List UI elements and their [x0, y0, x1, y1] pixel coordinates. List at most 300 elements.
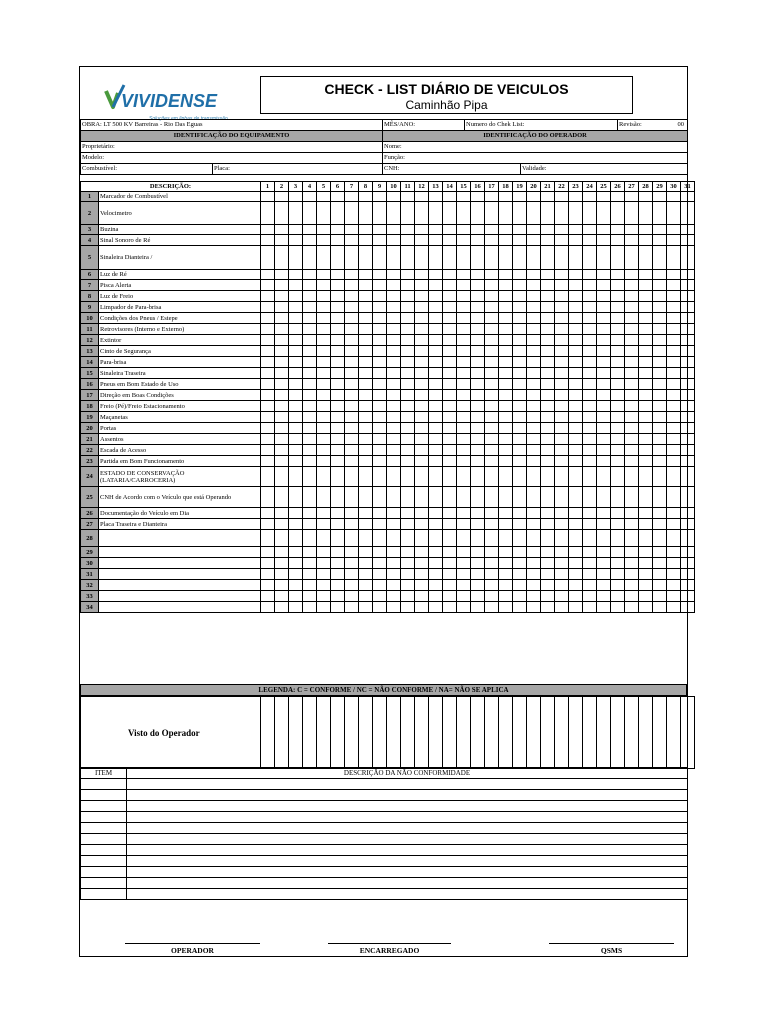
day-check-cell[interactable]: [667, 467, 681, 487]
day-check-cell[interactable]: [429, 401, 443, 412]
day-check-cell[interactable]: [667, 379, 681, 390]
day-check-cell[interactable]: [485, 530, 499, 547]
day-check-cell[interactable]: [429, 302, 443, 313]
day-check-cell[interactable]: [303, 202, 317, 225]
day-check-cell[interactable]: [345, 508, 359, 519]
day-check-cell[interactable]: [303, 602, 317, 613]
day-check-cell[interactable]: [555, 412, 569, 423]
modelo-field[interactable]: Modelo:: [81, 153, 383, 164]
day-check-cell[interactable]: [499, 456, 513, 467]
day-check-cell[interactable]: [555, 202, 569, 225]
day-check-cell[interactable]: [415, 346, 429, 357]
day-check-cell[interactable]: [569, 591, 583, 602]
day-check-cell[interactable]: [275, 302, 289, 313]
day-check-cell[interactable]: [303, 487, 317, 508]
day-check-cell[interactable]: [373, 467, 387, 487]
day-check-cell[interactable]: [681, 467, 695, 487]
day-check-cell[interactable]: [611, 434, 625, 445]
day-check-cell[interactable]: [639, 412, 653, 423]
day-check-cell[interactable]: [471, 487, 485, 508]
day-check-cell[interactable]: [359, 456, 373, 467]
day-check-cell[interactable]: [359, 508, 373, 519]
day-check-cell[interactable]: [345, 423, 359, 434]
day-check-cell[interactable]: [359, 379, 373, 390]
day-check-cell[interactable]: [569, 313, 583, 324]
day-check-cell[interactable]: [639, 401, 653, 412]
day-check-cell[interactable]: [499, 235, 513, 246]
visto-signature-cell[interactable]: [569, 697, 583, 769]
day-check-cell[interactable]: [289, 508, 303, 519]
day-check-cell[interactable]: [401, 558, 415, 569]
day-check-cell[interactable]: [401, 508, 415, 519]
visto-signature-cell[interactable]: [415, 697, 429, 769]
day-check-cell[interactable]: [653, 324, 667, 335]
day-check-cell[interactable]: [401, 456, 415, 467]
day-check-cell[interactable]: [681, 508, 695, 519]
day-check-cell[interactable]: [457, 508, 471, 519]
visto-signature-cell[interactable]: [667, 697, 681, 769]
day-check-cell[interactable]: [317, 302, 331, 313]
day-check-cell[interactable]: [583, 379, 597, 390]
day-check-cell[interactable]: [289, 558, 303, 569]
day-check-cell[interactable]: [653, 379, 667, 390]
day-check-cell[interactable]: [555, 225, 569, 235]
day-check-cell[interactable]: [499, 547, 513, 558]
day-check-cell[interactable]: [415, 558, 429, 569]
day-check-cell[interactable]: [583, 202, 597, 225]
day-check-cell[interactable]: [541, 412, 555, 423]
day-check-cell[interactable]: [681, 558, 695, 569]
day-check-cell[interactable]: [415, 368, 429, 379]
day-check-cell[interactable]: [345, 246, 359, 270]
day-check-cell[interactable]: [429, 591, 443, 602]
day-check-cell[interactable]: [513, 313, 527, 324]
day-check-cell[interactable]: [387, 530, 401, 547]
day-check-cell[interactable]: [513, 591, 527, 602]
day-check-cell[interactable]: [345, 569, 359, 580]
day-check-cell[interactable]: [373, 313, 387, 324]
day-check-cell[interactable]: [513, 246, 527, 270]
day-check-cell[interactable]: [317, 225, 331, 235]
day-check-cell[interactable]: [373, 192, 387, 202]
day-check-cell[interactable]: [415, 487, 429, 508]
day-check-cell[interactable]: [331, 423, 345, 434]
day-check-cell[interactable]: [541, 530, 555, 547]
day-check-cell[interactable]: [499, 412, 513, 423]
day-check-cell[interactable]: [415, 280, 429, 291]
day-check-cell[interactable]: [513, 412, 527, 423]
day-check-cell[interactable]: [457, 313, 471, 324]
day-check-cell[interactable]: [345, 335, 359, 346]
day-check-cell[interactable]: [639, 487, 653, 508]
day-check-cell[interactable]: [569, 412, 583, 423]
day-check-cell[interactable]: [401, 291, 415, 302]
day-check-cell[interactable]: [345, 412, 359, 423]
day-check-cell[interactable]: [275, 412, 289, 423]
day-check-cell[interactable]: [261, 401, 275, 412]
day-check-cell[interactable]: [639, 335, 653, 346]
signature-line-encarregado[interactable]: [328, 943, 451, 944]
day-check-cell[interactable]: [499, 379, 513, 390]
day-check-cell[interactable]: [275, 202, 289, 225]
visto-signature-cell[interactable]: [653, 697, 667, 769]
day-check-cell[interactable]: [457, 519, 471, 530]
day-check-cell[interactable]: [667, 324, 681, 335]
day-check-cell[interactable]: [387, 202, 401, 225]
day-check-cell[interactable]: [667, 434, 681, 445]
day-check-cell[interactable]: [401, 202, 415, 225]
day-check-cell[interactable]: [443, 270, 457, 280]
day-check-cell[interactable]: [289, 580, 303, 591]
day-check-cell[interactable]: [289, 280, 303, 291]
day-check-cell[interactable]: [597, 357, 611, 368]
day-check-cell[interactable]: [373, 508, 387, 519]
day-check-cell[interactable]: [527, 569, 541, 580]
day-check-cell[interactable]: [331, 390, 345, 401]
day-check-cell[interactable]: [597, 379, 611, 390]
day-check-cell[interactable]: [359, 569, 373, 580]
day-check-cell[interactable]: [317, 235, 331, 246]
day-check-cell[interactable]: [541, 508, 555, 519]
day-check-cell[interactable]: [331, 270, 345, 280]
day-check-cell[interactable]: [345, 313, 359, 324]
day-check-cell[interactable]: [443, 467, 457, 487]
day-check-cell[interactable]: [555, 401, 569, 412]
day-check-cell[interactable]: [345, 456, 359, 467]
day-check-cell[interactable]: [569, 519, 583, 530]
day-check-cell[interactable]: [653, 445, 667, 456]
day-check-cell[interactable]: [415, 192, 429, 202]
day-check-cell[interactable]: [597, 192, 611, 202]
day-check-cell[interactable]: [583, 602, 597, 613]
day-check-cell[interactable]: [667, 412, 681, 423]
day-check-cell[interactable]: [499, 423, 513, 434]
day-check-cell[interactable]: [429, 445, 443, 456]
day-check-cell[interactable]: [303, 569, 317, 580]
day-check-cell[interactable]: [611, 519, 625, 530]
day-check-cell[interactable]: [569, 192, 583, 202]
day-check-cell[interactable]: [653, 487, 667, 508]
combustivel-field[interactable]: Combustível:: [81, 164, 213, 175]
day-check-cell[interactable]: [303, 423, 317, 434]
day-check-cell[interactable]: [555, 547, 569, 558]
day-check-cell[interactable]: [513, 434, 527, 445]
day-check-cell[interactable]: [471, 569, 485, 580]
day-check-cell[interactable]: [485, 412, 499, 423]
day-check-cell[interactable]: [443, 192, 457, 202]
day-check-cell[interactable]: [583, 235, 597, 246]
day-check-cell[interactable]: [667, 530, 681, 547]
day-check-cell[interactable]: [443, 390, 457, 401]
day-check-cell[interactable]: [331, 591, 345, 602]
day-check-cell[interactable]: [583, 357, 597, 368]
day-check-cell[interactable]: [555, 302, 569, 313]
day-check-cell[interactable]: [331, 508, 345, 519]
day-check-cell[interactable]: [359, 313, 373, 324]
day-check-cell[interactable]: [513, 508, 527, 519]
day-check-cell[interactable]: [275, 456, 289, 467]
day-check-cell[interactable]: [373, 270, 387, 280]
day-check-cell[interactable]: [653, 547, 667, 558]
day-check-cell[interactable]: [541, 357, 555, 368]
day-check-cell[interactable]: [401, 602, 415, 613]
day-check-cell[interactable]: [387, 423, 401, 434]
day-check-cell[interactable]: [513, 192, 527, 202]
day-check-cell[interactable]: [443, 423, 457, 434]
day-check-cell[interactable]: [457, 335, 471, 346]
day-check-cell[interactable]: [681, 235, 695, 246]
day-check-cell[interactable]: [275, 324, 289, 335]
day-check-cell[interactable]: [331, 225, 345, 235]
day-check-cell[interactable]: [275, 602, 289, 613]
day-check-cell[interactable]: [429, 335, 443, 346]
day-check-cell[interactable]: [429, 547, 443, 558]
day-check-cell[interactable]: [303, 302, 317, 313]
day-check-cell[interactable]: [625, 225, 639, 235]
mes-ano-field[interactable]: MÊS/ANO:: [383, 120, 465, 131]
day-check-cell[interactable]: [289, 291, 303, 302]
day-check-cell[interactable]: [429, 558, 443, 569]
day-check-cell[interactable]: [401, 519, 415, 530]
day-check-cell[interactable]: [317, 519, 331, 530]
day-check-cell[interactable]: [373, 530, 387, 547]
day-check-cell[interactable]: [331, 192, 345, 202]
day-check-cell[interactable]: [457, 246, 471, 270]
day-check-cell[interactable]: [359, 423, 373, 434]
day-check-cell[interactable]: [639, 547, 653, 558]
day-check-cell[interactable]: [373, 202, 387, 225]
day-check-cell[interactable]: [555, 313, 569, 324]
signature-line-operador[interactable]: [125, 943, 260, 944]
day-check-cell[interactable]: [373, 291, 387, 302]
day-check-cell[interactable]: [555, 445, 569, 456]
day-check-cell[interactable]: [359, 225, 373, 235]
day-check-cell[interactable]: [457, 368, 471, 379]
nc-item-cell[interactable]: [81, 878, 127, 889]
validade-field[interactable]: Validade:: [521, 164, 688, 175]
day-check-cell[interactable]: [345, 602, 359, 613]
day-check-cell[interactable]: [331, 379, 345, 390]
day-check-cell[interactable]: [303, 530, 317, 547]
day-check-cell[interactable]: [527, 225, 541, 235]
day-check-cell[interactable]: [569, 368, 583, 379]
day-check-cell[interactable]: [681, 519, 695, 530]
day-check-cell[interactable]: [611, 280, 625, 291]
day-check-cell[interactable]: [345, 280, 359, 291]
nc-description-cell[interactable]: [127, 856, 688, 867]
day-check-cell[interactable]: [499, 192, 513, 202]
day-check-cell[interactable]: [387, 246, 401, 270]
nc-description-cell[interactable]: [127, 790, 688, 801]
day-check-cell[interactable]: [261, 508, 275, 519]
day-check-cell[interactable]: [359, 291, 373, 302]
visto-signature-cell[interactable]: [541, 697, 555, 769]
day-check-cell[interactable]: [401, 192, 415, 202]
day-check-cell[interactable]: [681, 602, 695, 613]
day-check-cell[interactable]: [583, 591, 597, 602]
day-check-cell[interactable]: [303, 379, 317, 390]
day-check-cell[interactable]: [611, 192, 625, 202]
day-check-cell[interactable]: [527, 390, 541, 401]
day-check-cell[interactable]: [527, 519, 541, 530]
day-check-cell[interactable]: [429, 580, 443, 591]
day-check-cell[interactable]: [541, 558, 555, 569]
day-check-cell[interactable]: [387, 508, 401, 519]
nc-item-cell[interactable]: [81, 845, 127, 856]
day-check-cell[interactable]: [597, 519, 611, 530]
day-check-cell[interactable]: [443, 379, 457, 390]
day-check-cell[interactable]: [387, 368, 401, 379]
day-check-cell[interactable]: [527, 547, 541, 558]
day-check-cell[interactable]: [667, 602, 681, 613]
day-check-cell[interactable]: [359, 192, 373, 202]
day-check-cell[interactable]: [289, 302, 303, 313]
placa-field[interactable]: Placa:: [213, 164, 383, 175]
day-check-cell[interactable]: [303, 456, 317, 467]
day-check-cell[interactable]: [639, 202, 653, 225]
day-check-cell[interactable]: [373, 547, 387, 558]
day-check-cell[interactable]: [653, 467, 667, 487]
day-check-cell[interactable]: [653, 246, 667, 270]
day-check-cell[interactable]: [317, 390, 331, 401]
day-check-cell[interactable]: [653, 302, 667, 313]
numero-checklist-field[interactable]: Numero do Chek List:: [465, 120, 618, 131]
day-check-cell[interactable]: [681, 313, 695, 324]
day-check-cell[interactable]: [261, 192, 275, 202]
visto-signature-cell[interactable]: [597, 697, 611, 769]
day-check-cell[interactable]: [289, 445, 303, 456]
visto-signature-cell[interactable]: [359, 697, 373, 769]
day-check-cell[interactable]: [303, 412, 317, 423]
day-check-cell[interactable]: [639, 530, 653, 547]
day-check-cell[interactable]: [667, 558, 681, 569]
day-check-cell[interactable]: [261, 580, 275, 591]
day-check-cell[interactable]: [331, 456, 345, 467]
day-check-cell[interactable]: [499, 346, 513, 357]
day-check-cell[interactable]: [261, 302, 275, 313]
day-check-cell[interactable]: [275, 569, 289, 580]
day-check-cell[interactable]: [429, 246, 443, 270]
day-check-cell[interactable]: [611, 246, 625, 270]
day-check-cell[interactable]: [485, 246, 499, 270]
day-check-cell[interactable]: [457, 487, 471, 508]
day-check-cell[interactable]: [611, 357, 625, 368]
day-check-cell[interactable]: [597, 445, 611, 456]
day-check-cell[interactable]: [317, 335, 331, 346]
day-check-cell[interactable]: [345, 346, 359, 357]
day-check-cell[interactable]: [485, 487, 499, 508]
day-check-cell[interactable]: [303, 235, 317, 246]
day-check-cell[interactable]: [471, 602, 485, 613]
day-check-cell[interactable]: [555, 357, 569, 368]
day-check-cell[interactable]: [583, 467, 597, 487]
nc-item-cell[interactable]: [81, 856, 127, 867]
day-check-cell[interactable]: [373, 558, 387, 569]
day-check-cell[interactable]: [541, 445, 555, 456]
nc-description-cell[interactable]: [127, 867, 688, 878]
day-check-cell[interactable]: [485, 519, 499, 530]
day-check-cell[interactable]: [667, 508, 681, 519]
day-check-cell[interactable]: [443, 591, 457, 602]
day-check-cell[interactable]: [457, 412, 471, 423]
day-check-cell[interactable]: [569, 379, 583, 390]
day-check-cell[interactable]: [583, 519, 597, 530]
day-check-cell[interactable]: [317, 401, 331, 412]
day-check-cell[interactable]: [457, 202, 471, 225]
day-check-cell[interactable]: [331, 434, 345, 445]
day-check-cell[interactable]: [625, 390, 639, 401]
day-check-cell[interactable]: [429, 456, 443, 467]
day-check-cell[interactable]: [289, 235, 303, 246]
day-check-cell[interactable]: [611, 487, 625, 508]
day-check-cell[interactable]: [401, 530, 415, 547]
day-check-cell[interactable]: [499, 467, 513, 487]
visto-signature-cell[interactable]: [275, 697, 289, 769]
day-check-cell[interactable]: [625, 202, 639, 225]
day-check-cell[interactable]: [331, 335, 345, 346]
day-check-cell[interactable]: [345, 445, 359, 456]
day-check-cell[interactable]: [625, 335, 639, 346]
day-check-cell[interactable]: [443, 280, 457, 291]
day-check-cell[interactable]: [359, 302, 373, 313]
day-check-cell[interactable]: [359, 519, 373, 530]
day-check-cell[interactable]: [541, 591, 555, 602]
day-check-cell[interactable]: [275, 270, 289, 280]
day-check-cell[interactable]: [289, 390, 303, 401]
visto-signature-cell[interactable]: [611, 697, 625, 769]
day-check-cell[interactable]: [583, 412, 597, 423]
day-check-cell[interactable]: [415, 445, 429, 456]
day-check-cell[interactable]: [499, 508, 513, 519]
day-check-cell[interactable]: [639, 368, 653, 379]
day-check-cell[interactable]: [569, 390, 583, 401]
day-check-cell[interactable]: [373, 445, 387, 456]
day-check-cell[interactable]: [345, 270, 359, 280]
day-check-cell[interactable]: [681, 270, 695, 280]
day-check-cell[interactable]: [275, 192, 289, 202]
day-check-cell[interactable]: [429, 192, 443, 202]
day-check-cell[interactable]: [667, 235, 681, 246]
day-check-cell[interactable]: [471, 202, 485, 225]
day-check-cell[interactable]: [387, 357, 401, 368]
day-check-cell[interactable]: [513, 235, 527, 246]
day-check-cell[interactable]: [261, 235, 275, 246]
visto-signature-cell[interactable]: [555, 697, 569, 769]
day-check-cell[interactable]: [415, 379, 429, 390]
day-check-cell[interactable]: [639, 225, 653, 235]
day-check-cell[interactable]: [541, 456, 555, 467]
day-check-cell[interactable]: [569, 467, 583, 487]
day-check-cell[interactable]: [625, 434, 639, 445]
day-check-cell[interactable]: [597, 291, 611, 302]
day-check-cell[interactable]: [583, 270, 597, 280]
day-check-cell[interactable]: [597, 401, 611, 412]
day-check-cell[interactable]: [275, 467, 289, 487]
day-check-cell[interactable]: [639, 346, 653, 357]
nc-item-cell[interactable]: [81, 823, 127, 834]
day-check-cell[interactable]: [639, 558, 653, 569]
cnh-field[interactable]: CNH:: [383, 164, 521, 175]
day-check-cell[interactable]: [275, 291, 289, 302]
day-check-cell[interactable]: [681, 591, 695, 602]
day-check-cell[interactable]: [667, 390, 681, 401]
day-check-cell[interactable]: [443, 302, 457, 313]
day-check-cell[interactable]: [429, 346, 443, 357]
day-check-cell[interactable]: [289, 346, 303, 357]
nc-item-cell[interactable]: [81, 779, 127, 790]
day-check-cell[interactable]: [415, 508, 429, 519]
day-check-cell[interactable]: [471, 302, 485, 313]
